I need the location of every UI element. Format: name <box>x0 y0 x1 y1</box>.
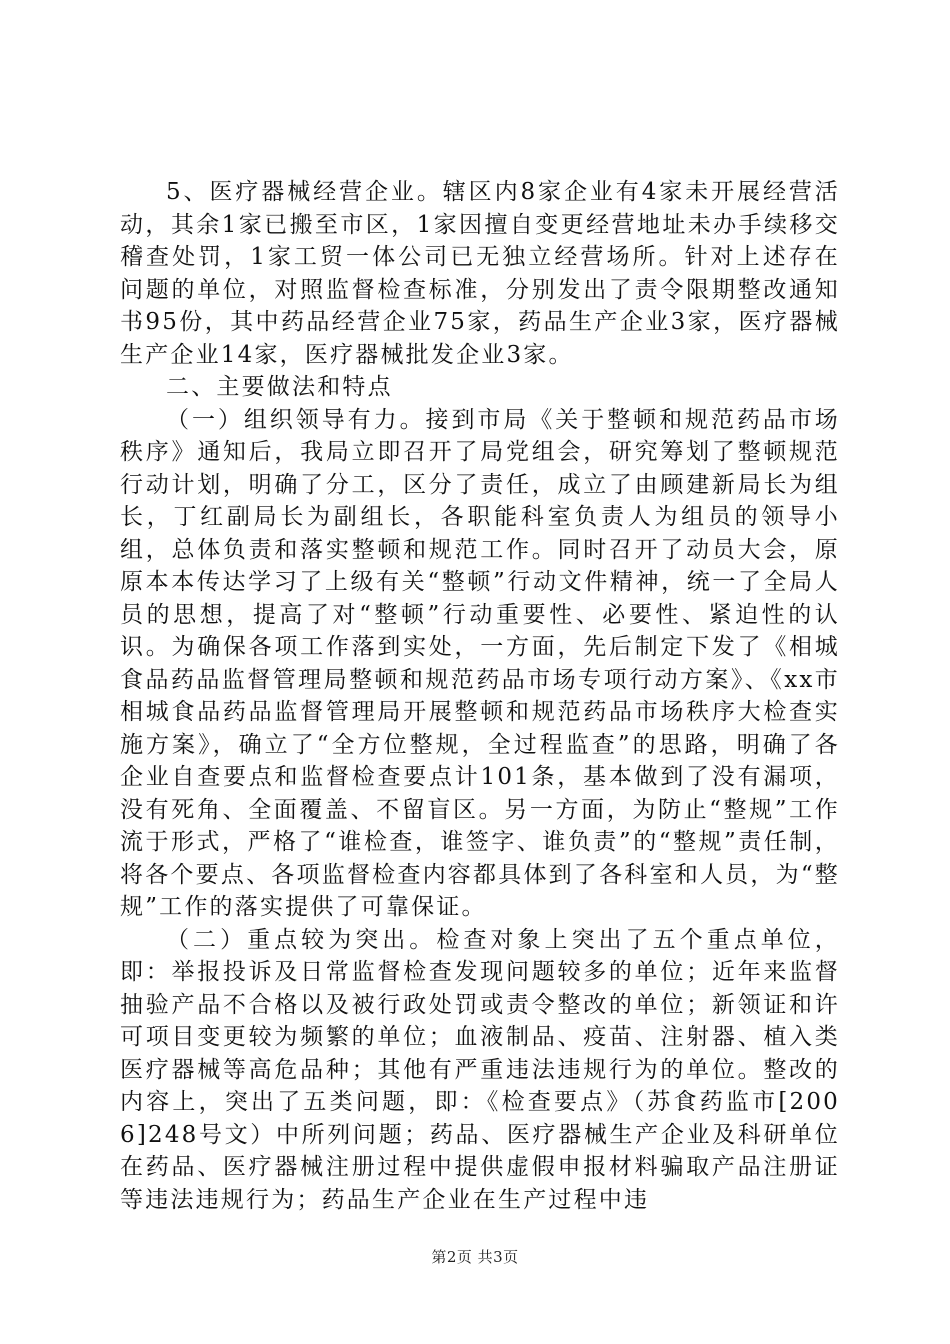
section-heading-main-practices: 二、主要做法和特点 <box>166 374 393 400</box>
paragraph-organization-leadership: （一）组织领导有力。接到市局《关于整顿和规范药品市场秩序》通知后，我局立即召开了局党组会，研究筹划了整顿规范行动计划，明确了分工，区分了责任，成立了由顾建新局长为组长，丁红副局长为副组长，各职能科室负责人为组员的领导小组，总体负责和落实整顿和规范工作。同时召开了动员大会，原原本本传达学习了上级有关“整顿”行动文件精神，统一了全局人员的思想，提高了对“整顿”行动重要性、必要性、紧迫性的认识。为确保各项工作落到实处，一方面，先后制定下发了《相城食品药品监督管理局整顿和规范药品市场专项行动方案》、《xx市相城食品药品监督管理局开展整顿和规范药品市场秩序大检查实施方案》，确立了“全方位整规，全过程监查”的思路，明确了各企业自查要点和监督检查要点计101条，基本做到了没有漏项，没有死角、全面覆盖、不留盲区。另一方面，为防止“整规”工作流于形式，严格了“谁检查，谁签字、谁负责”的“整规”责任制，将各个要点、各项监督检查内容都具体到了各科室和人员，为“整规”工作的落实提供了可靠保证。 <box>120 406 840 920</box>
page-number-footer: 第2页 共3页 <box>431 1248 519 1266</box>
paragraph-key-points: （二）重点较为突出。检查对象上突出了五个重点单位，即：举报投诉及日常监督检查发现问题较多的单位；近年来监督抽验产品不合格以及被行政处罚或责令整改的单位；新领证和许可项目变更较为频繁的单位；血液制品、疫苗、注射器、植入类医疗器械等高危品种；其他有严重违法违规行为的单位。整改的内容上，突出了五类问题，即：《检查要点》（苏食药监市[2006]248号文）中所列问题；药品、医疗器械生产企业及科研单位在药品、医疗器械注册过程中提供虚假申报材料骗取产品注册证等违法违规行为；药品生产企业在生产过程中违 <box>120 926 840 1213</box>
paragraph-medical-device-enterprises: 5、医疗器械经营企业。辖区内8家企业有4家未开展经营活动，其余1家已搬至市区，1家因擅自变更经营地址未办手续移交稽查处罚，1家工贸一体公司已无独立经营场所。针对上述存在问题的单位，对照监督检查标准，分别发出了责令限期整改通知书95份，其中药品经营企业75家，药品生产企业3家，医疗器械生产企业14家，医疗器械批发企业3家。 <box>120 179 840 368</box>
document-body <box>120 176 840 1216</box>
